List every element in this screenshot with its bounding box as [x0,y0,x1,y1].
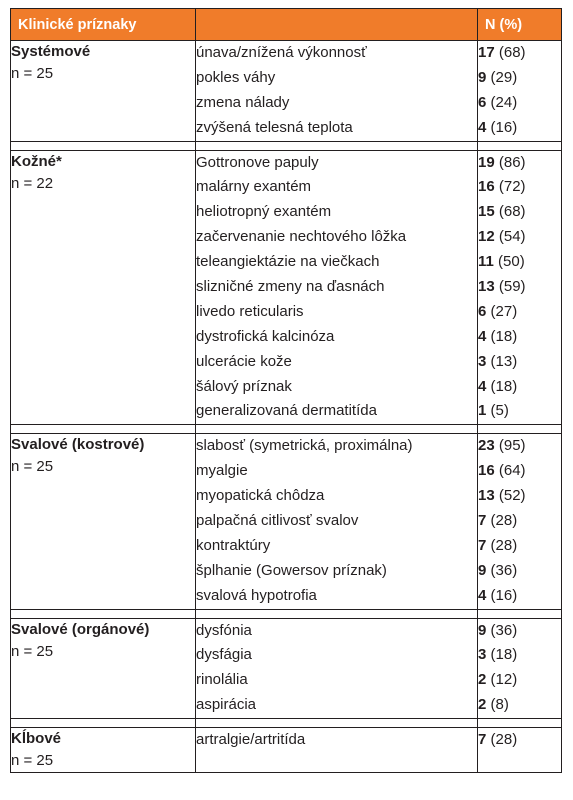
symptom-percent: (50) [498,253,525,271]
symptom-percent: (5) [490,402,509,420]
symptom-value [478,250,561,275]
symptom-count: 19 [478,153,495,171]
symptom-list-cell [196,150,478,425]
spacer-cell [478,425,562,434]
spacer-cell [11,719,196,728]
spacer-cell [478,141,562,150]
category-count: n = 25 [11,642,54,660]
symptom-count: 3 [478,646,487,664]
symptom-value [478,300,561,325]
symptom-percent: (52) [498,487,526,505]
spacer-cell [11,425,196,434]
clinical-symptoms-table [10,8,562,773]
symptom-value [478,643,561,668]
symptom-label: myalgie [196,462,248,480]
symptom-count: 13 [478,278,495,296]
symptom-label: palpačná citlivosť svalov [196,512,359,530]
category-cell [11,150,196,425]
symptom-count: 6 [478,93,487,111]
symptom-value [478,693,561,718]
symptom-label: kontraktúry [196,536,271,554]
category-name: Svalové (orgánové) [11,620,150,638]
symptom-value [478,200,561,225]
symptom-value [478,509,561,534]
symptom-count: 17 [478,44,495,61]
symptom-percent: (36) [490,561,518,579]
category-cell [11,728,196,773]
symptom-count: 11 [478,253,494,271]
table-row [11,150,562,425]
symptom-value [478,619,561,644]
symptom-count: 12 [478,228,495,246]
value-list-cell [478,150,562,425]
symptom-percent: (68) [498,44,526,61]
symptom-label: livedo reticularis [196,302,304,320]
symptom-percent: (18) [490,646,518,664]
symptom-label: dysfónia [196,621,252,639]
symptom-percent: (68) [498,203,526,221]
symptom-value [478,91,561,116]
symptom-label: pokles váhy [196,68,276,86]
category-count: n = 25 [11,752,54,770]
symptom-percent: (29) [490,68,518,86]
symptom-list-cell [196,434,478,609]
symptom-label: Gottronove papuly [196,153,319,171]
symptom-label: rinolália [196,671,248,689]
symptom-label: slizničné zmeny na ďasnách [196,278,385,296]
symptom-label: zvýšená telesná teplota [196,118,353,136]
symptom-percent: (72) [498,178,526,196]
symptom-label: svalová hypotrofia [196,586,317,604]
symptom-value [478,534,561,559]
symptom-count: 15 [478,203,495,221]
symptom-label: generalizovaná dermatitída [196,402,377,420]
symptom-count: 23 [478,437,495,455]
symptom-label: teleangiektázie na viečkach [196,253,380,271]
symptom-count: 16 [478,178,495,196]
category-count: n = 25 [11,458,54,476]
value-list-cell [478,728,562,773]
spacer-cell [196,719,478,728]
symptom-value [478,41,561,66]
symptom-value [478,350,561,375]
header-n-percent: N (%) [478,9,562,41]
symptom-count: 3 [478,352,487,370]
symptom-count: 4 [478,377,487,395]
spacer-cell [11,609,196,618]
symptom-percent: (27) [490,302,518,320]
symptom-label: aspirácia [196,696,257,714]
symptom-count: 16 [478,462,495,480]
symptom-count: 6 [478,302,487,320]
table-row [11,434,562,609]
symptom-value [478,728,561,753]
symptom-label: heliotropný exantém [196,203,332,221]
symptom-count: 9 [478,621,487,639]
group-spacer [11,141,562,150]
symptom-list-cell [196,618,478,719]
symptom-value [478,584,561,609]
table-body [11,41,562,773]
symptom-value [478,375,561,400]
symptom-percent: (13) [490,352,518,370]
table-header-row [11,9,562,41]
symptom-percent: (18) [490,327,518,345]
symptom-percent: (95) [498,437,526,455]
symptom-label: ulcerácie kože [196,352,292,370]
value-list-cell [478,41,562,142]
value-list-cell [478,434,562,609]
category-cell [11,41,196,142]
symptom-label: malárny exantém [196,178,312,196]
symptom-percent: (24) [490,93,518,111]
spacer-cell [196,425,478,434]
spacer-cell [196,609,478,618]
symptom-count: 2 [478,671,487,689]
symptom-percent: (18) [490,377,518,395]
symptom-percent: (16) [490,586,518,604]
symptom-value [478,434,561,459]
symptom-value [478,275,561,300]
category-name: Kĺbové [11,730,62,748]
symptom-value [478,325,561,350]
symptom-percent: (28) [490,512,518,530]
symptom-count: 7 [478,512,487,530]
symptom-label: zmena nálady [196,93,290,111]
symptom-value [478,175,561,200]
symptom-percent: (28) [490,731,518,749]
symptom-count: 4 [478,327,487,345]
spacer-cell [196,141,478,150]
value-list-cell [478,618,562,719]
header-symptoms: Klinické príznaky [11,9,196,41]
category-name: Systémové [11,43,91,60]
symptom-label: dysfágia [196,646,252,664]
symptom-percent: (86) [498,153,526,171]
symptom-percent: (28) [490,536,518,554]
symptom-percent: (8) [490,696,509,714]
symptom-value [478,225,561,250]
symptom-count: 7 [478,536,487,554]
symptom-label: únava/znížená výkonnosť [196,44,367,61]
symptom-count: 4 [478,118,487,136]
symptom-percent: (12) [490,671,518,689]
symptom-percent: (16) [490,118,518,136]
header-blank [196,9,478,41]
category-count: n = 22 [11,174,54,192]
symptom-label: šplhanie (Gowersov príznak) [196,561,387,579]
symptom-value [478,151,561,176]
category-name: Kožné* [11,152,62,170]
symptom-count: 9 [478,561,487,579]
symptom-percent: (54) [498,228,526,246]
symptom-count: 9 [478,68,487,86]
symptom-value [478,116,561,141]
symptom-count: 4 [478,586,487,604]
symptom-percent: (36) [490,621,518,639]
symptom-count: 2 [478,696,487,714]
category-cell [11,434,196,609]
table-row [11,728,562,773]
symptom-percent: (64) [498,462,526,480]
symptom-label: dystrofická kalcinóza [196,327,335,345]
symptom-percent: (59) [498,278,526,296]
symptom-count: 7 [478,731,487,749]
spacer-cell [478,719,562,728]
symptom-value [478,399,561,424]
spacer-cell [478,609,562,618]
symptom-label: slabosť (symetrická, proximálna) [196,437,413,455]
group-spacer [11,719,562,728]
group-spacer [11,609,562,618]
symptom-label: myopatická chôdza [196,487,325,505]
symptom-value [478,484,561,509]
symptom-value [478,459,561,484]
symptom-value [478,66,561,91]
category-count: n = 25 [11,65,54,82]
group-spacer [11,425,562,434]
table-row [11,618,562,719]
category-cell [11,618,196,719]
symptom-label: začervenanie nechtového lôžka [196,228,407,246]
symptom-label: šálový príznak [196,377,292,395]
symptom-list-cell [196,41,478,142]
symptom-count: 13 [478,487,495,505]
category-name: Svalové (kostrové) [11,436,145,454]
spacer-cell [11,141,196,150]
symptom-list-cell [196,728,478,773]
symptom-value [478,668,561,693]
symptom-label: artralgie/artritída [196,731,306,749]
symptom-value [478,559,561,584]
table-row [11,41,562,142]
symptom-count: 1 [478,402,487,420]
